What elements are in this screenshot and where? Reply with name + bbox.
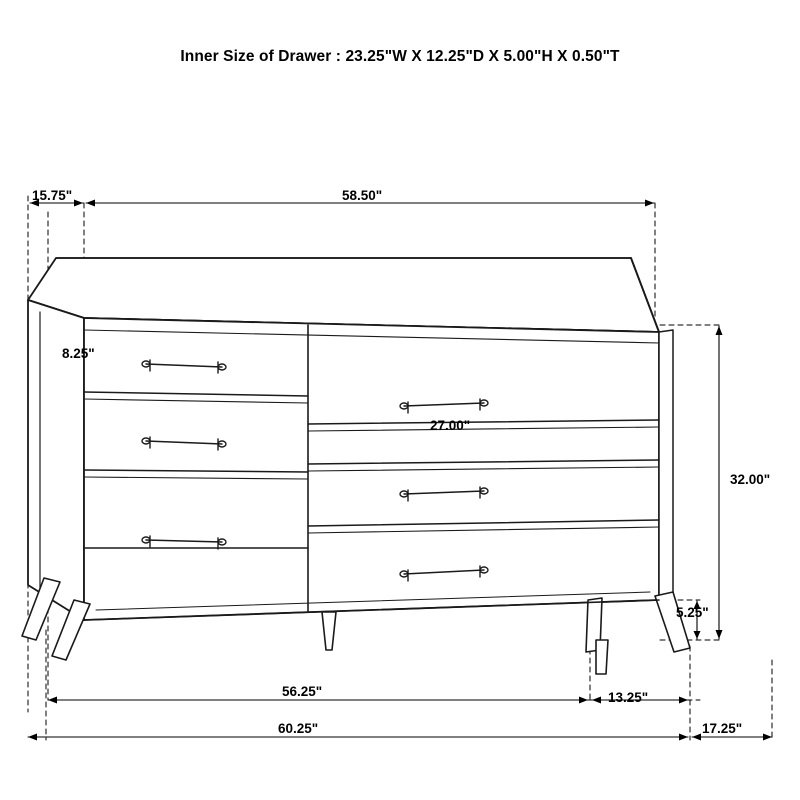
dim-label-overall-width: 60.25" [278,721,319,736]
dimension-overall-width [28,734,688,741]
dimension-total-height [716,326,723,639]
dim-label-base-depth: 13.25" [608,690,649,705]
dim-label-base-width: 56.25" [282,684,323,699]
dim-label-drawer-height: 8.25" [62,346,95,361]
dim-label-overall-depth: 17.25" [702,721,743,736]
dim-label-total-height: 32.00" [730,472,771,487]
dim-label-leg-height: 5.25" [676,605,709,620]
dim-label-top-depth: 15.75" [32,188,73,203]
dim-label-top-width: 58.50" [342,188,383,203]
dim-label-drawer-width: 27.00" [430,418,471,433]
page-title: Inner Size of Drawer : 23.25"W X 12.25"D X 5.00"H X 0.50"T [180,48,620,65]
dresser-right-side [659,330,673,600]
dresser-front [84,318,659,620]
